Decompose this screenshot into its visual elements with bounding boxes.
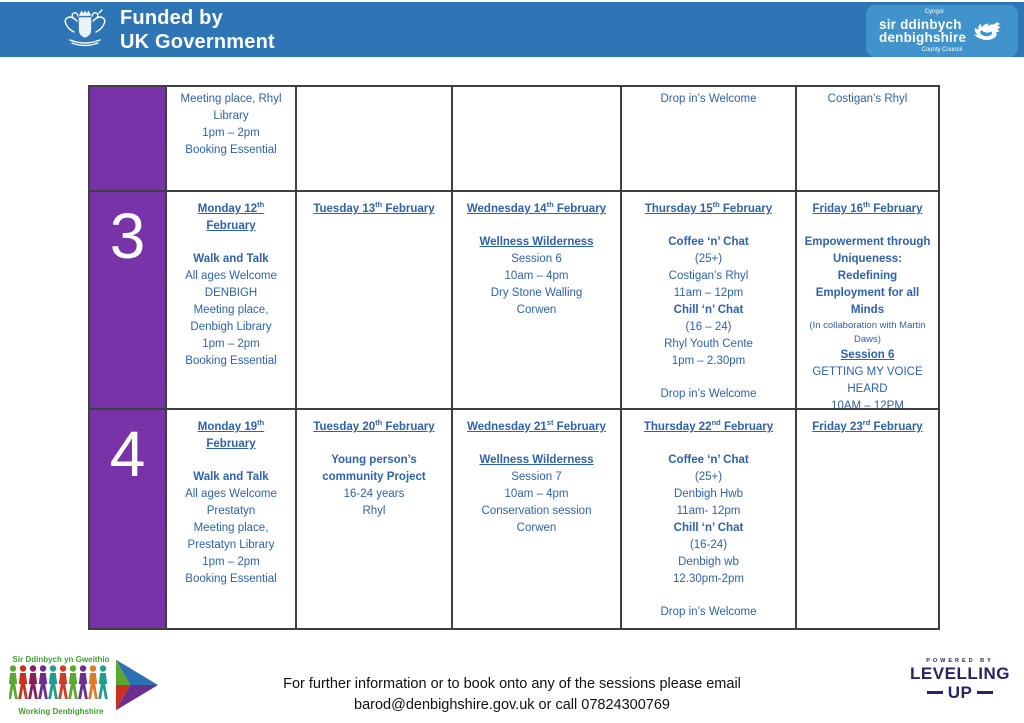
event-line: Meeting place, — [193, 303, 269, 316]
date-header: Tuesday 20th February — [313, 418, 435, 433]
event-line: Corwen — [516, 521, 557, 534]
calendar-cell — [453, 192, 622, 410]
county-council-label: County Council — [921, 47, 963, 53]
event-line: 12.30pm-2pm — [673, 572, 744, 585]
event-line: Rhyl — [362, 504, 386, 517]
event-line: 1pm – 2pm — [202, 555, 260, 568]
date-header: Friday 23rd February — [812, 418, 923, 433]
date-header: Thursday 15th February — [644, 200, 773, 215]
council-cyngor-label: Cyngor — [924, 9, 945, 15]
date-header: Friday 16th February — [812, 200, 923, 215]
powered-by-label: POWERED BY — [926, 658, 994, 664]
event-line: Corwen — [516, 303, 557, 316]
working-denbighshire-english-label: Working Denbighshire — [18, 706, 104, 716]
levelling-label: LEVELLING — [910, 664, 1010, 683]
calendar-cell — [453, 410, 622, 630]
event-line: Rhyl Youth Cente — [664, 337, 753, 350]
event-line: Session 6 — [840, 348, 895, 361]
event-line: Empowerment through — [804, 235, 931, 248]
calendar-cell — [167, 192, 297, 410]
funded-by-line2: UK Government — [120, 30, 275, 53]
event-line: 1pm – 2.30pm — [671, 354, 746, 367]
event-line: Young person’s — [331, 453, 417, 466]
event-line: (25+) — [694, 252, 723, 265]
event-line: Drop in’s Welcome — [660, 605, 757, 618]
levelling-up-logo — [910, 658, 1010, 702]
date-header: Monday 12th February — [197, 200, 265, 232]
event-line: 16-24 years — [343, 487, 405, 500]
event-line: Walk and Talk — [193, 252, 269, 265]
event-line: Booking Essential — [185, 354, 277, 367]
week-number-cell — [90, 87, 167, 192]
council-name-welsh: sir ddinbych — [879, 17, 962, 32]
dragon-icon — [968, 14, 1002, 48]
week-number: 4 — [109, 418, 146, 490]
calendar-cell — [167, 87, 297, 192]
contact-info-line1: For further information or to book onto any of the sessions please email — [283, 676, 741, 692]
event-line: Booking Essential — [185, 144, 277, 156]
event-line: Booking Essential — [185, 572, 277, 585]
event-line — [458, 436, 615, 452]
calendar-cell — [797, 410, 940, 630]
event-line: Chill ‘n’ Chat — [673, 303, 744, 316]
contact-info — [0, 674, 1024, 716]
event-line: Chill ‘n’ Chat — [673, 521, 744, 534]
header-bar — [0, 2, 1024, 57]
event-line: Session 6 — [511, 252, 562, 265]
date-header: Tuesday 13th February — [313, 200, 435, 215]
event-line — [627, 370, 790, 386]
event-line — [172, 235, 290, 251]
event-line — [627, 588, 790, 604]
event-line: DENBIGH — [204, 286, 258, 299]
event-line: Meeting place, Rhyl — [180, 93, 282, 105]
event-line: Wellness Wilderness — [479, 453, 594, 466]
event-line: 10AM – 12PM — [831, 399, 904, 410]
calendar-table — [88, 85, 940, 630]
contact-info-line2: barod@denbighshire.gov.uk or call 07824300769 — [354, 697, 670, 713]
event-line: Prestatyn Library — [187, 538, 275, 551]
event-line: Walk and Talk — [193, 470, 269, 483]
date-header: Thursday 22nd February — [643, 418, 774, 433]
event-line: 11am – 12pm — [673, 286, 744, 299]
date-header: Wednesday 21st February — [467, 418, 606, 433]
event-line: Drop in’s Welcome — [660, 387, 757, 400]
funded-by-text — [120, 6, 275, 54]
denbighshire-council-logo — [866, 5, 1018, 57]
calendar-cell — [622, 410, 797, 630]
event-line — [172, 453, 290, 469]
event-line: Meeting place, — [193, 521, 269, 534]
event-line: GETTING MY VOICE — [812, 365, 923, 378]
calendar-cell — [167, 410, 297, 630]
uk-coat-of-arms-icon — [62, 7, 108, 53]
up-label: UP — [947, 683, 973, 702]
event-line: All ages Welcome — [185, 269, 277, 282]
week-number: 3 — [109, 200, 146, 272]
event-line: Coffee ‘n’ Chat — [668, 453, 749, 466]
calendar-cell — [622, 192, 797, 410]
event-line: 11am- 12pm — [676, 504, 741, 517]
event-line — [802, 218, 933, 234]
event-line: 1pm – 2pm — [202, 337, 260, 350]
date-header: Wednesday 14th February — [466, 200, 607, 215]
week-number-cell — [90, 192, 167, 410]
event-line: Costigan’s Rhyl — [668, 269, 749, 282]
event-line: (16-24) — [689, 538, 728, 551]
working-denbighshire-welsh-label: Sir Ddinbych yn Gweithio — [12, 654, 110, 664]
calendar-cell — [622, 87, 797, 192]
week-number-cell — [90, 410, 167, 630]
event-line: Costigan’s Rhyl — [827, 93, 908, 105]
event-line: Denbigh Hwb — [673, 487, 744, 500]
up-row — [910, 683, 1010, 702]
calendar-cell — [453, 87, 622, 192]
event-line: (16 – 24) — [685, 320, 732, 333]
event-line: Prestatyn — [206, 504, 256, 517]
calendar-cell — [297, 87, 453, 192]
event-line — [302, 436, 446, 452]
event-line: community Project — [322, 470, 426, 483]
calendar-cell — [297, 192, 453, 410]
event-line: Conservation session — [481, 504, 592, 517]
event-line — [627, 436, 790, 452]
event-line: HEARD — [847, 382, 888, 395]
event-line: (In collaboration with Martin — [809, 319, 926, 331]
council-logo-text — [879, 6, 966, 56]
calendar-cell — [297, 410, 453, 630]
event-line: Minds — [850, 303, 885, 316]
event-line: 10am – 4pm — [504, 269, 569, 282]
event-line: Wellness Wilderness — [479, 235, 594, 248]
event-line: Library — [213, 110, 249, 122]
event-line: All ages Welcome — [185, 487, 277, 500]
event-line: Employment for all — [815, 286, 920, 299]
event-line: Uniqueness: Redefining — [832, 252, 902, 282]
event-line — [627, 218, 790, 234]
event-line: Drop in’s Welcome — [660, 93, 757, 105]
left-dash — [927, 691, 943, 694]
funded-by-line1: Funded by — [120, 6, 223, 29]
right-dash — [977, 691, 993, 694]
event-line: (25+) — [694, 470, 723, 483]
event-line: 1pm – 2pm — [202, 127, 260, 139]
calendar-cell — [797, 192, 940, 410]
event-line: Session 7 — [511, 470, 562, 483]
event-line: 10am – 4pm — [504, 487, 569, 500]
event-line: Dry Stone Walling — [490, 286, 583, 299]
event-line: Daws) — [854, 333, 881, 345]
date-header: Monday 19th February — [197, 418, 265, 450]
calendar-cell — [797, 87, 940, 192]
event-line — [458, 218, 615, 234]
event-line: Denbigh wb — [678, 555, 739, 568]
event-line: Denbigh Library — [190, 320, 272, 333]
event-line: Coffee ‘n’ Chat — [668, 235, 749, 248]
council-name-english: denbighshire — [879, 30, 967, 45]
